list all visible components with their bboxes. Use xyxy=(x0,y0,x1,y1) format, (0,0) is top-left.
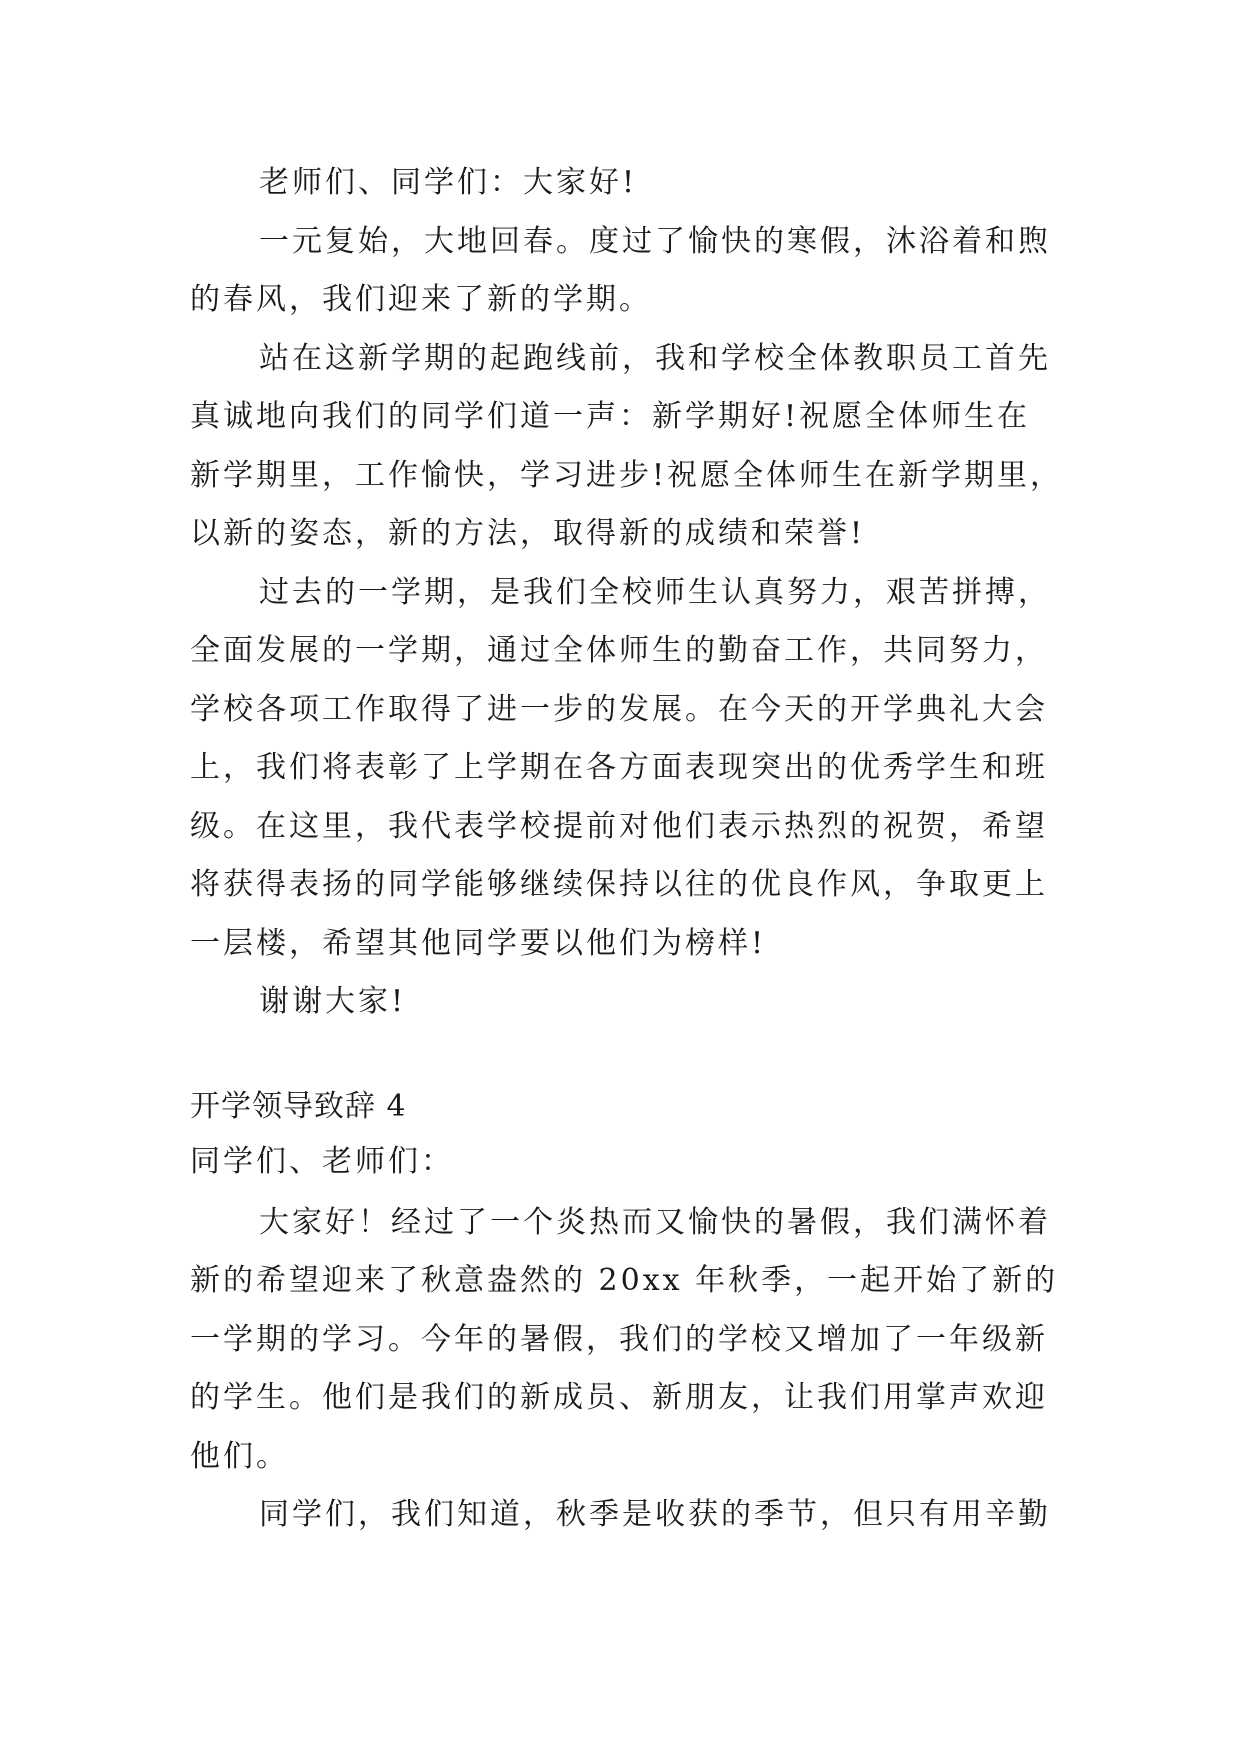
paragraph-line: 将获得表扬的同学能够继续保持以往的优良作风，争取更上 xyxy=(190,867,1048,902)
paragraph-line: 一层楼，希望其他同学要以他们为榜样! xyxy=(190,926,767,961)
paragraph-line: 过去的一学期，是我们全校师生认真努力，艰苦拼搏， xyxy=(259,575,1051,610)
closing-line: 谢谢大家! xyxy=(259,984,407,1019)
paragraph-line: 一学期的学习。今年的暑假，我们的学校又增加了一年级新 xyxy=(190,1322,1048,1357)
paragraph-line: 学校各项工作取得了进一步的发展。在今天的开学典礼大会 xyxy=(190,692,1048,727)
paragraph-line: 真诚地向我们的同学们道一声：新学期好!祝愿全体师生在 xyxy=(190,399,1031,434)
greeting-line: 老师们、同学们：大家好! xyxy=(259,165,638,200)
paragraph-line: 他们。 xyxy=(190,1439,289,1474)
paragraph-line: 新学期里，工作愉快，学习进步!祝愿全体师生在新学期里， xyxy=(190,458,1064,493)
paragraph-line: 新的希望迎来了秋意盎然的 20xx 年秋季，一起开始了新的 xyxy=(190,1263,1059,1298)
section-title: 开学领导致辞 4 xyxy=(190,1089,407,1124)
paragraph-line: 的春风，我们迎来了新的学期。 xyxy=(190,282,652,317)
paragraph-line: 级。在这里，我代表学校提前对他们表示热烈的祝贺，希望 xyxy=(190,809,1048,844)
paragraph-line: 同学们，我们知道，秋季是收获的季节，但只有用辛勤 xyxy=(259,1497,1051,1532)
salutation-line: 同学们、老师们： xyxy=(190,1144,454,1179)
paragraph-line: 一元复始，大地回春。度过了愉快的寒假，沐浴着和煦 xyxy=(259,224,1051,259)
paragraph-line: 全面发展的一学期，通过全体师生的勤奋工作，共同努力， xyxy=(190,633,1048,668)
paragraph-line: 大家好！经过了一个炎热而又愉快的暑假，我们满怀着 xyxy=(259,1205,1051,1240)
paragraph-line: 站在这新学期的起跑线前，我和学校全体教职员工首先 xyxy=(259,341,1051,376)
paragraph-line: 的学生。他们是我们的新成员、新朋友，让我们用掌声欢迎 xyxy=(190,1380,1048,1415)
paragraph-line: 上，我们将表彰了上学期在各方面表现突出的优秀学生和班 xyxy=(190,750,1048,785)
paragraph-line: 以新的姿态，新的方法，取得新的成绩和荣誉! xyxy=(190,516,866,551)
